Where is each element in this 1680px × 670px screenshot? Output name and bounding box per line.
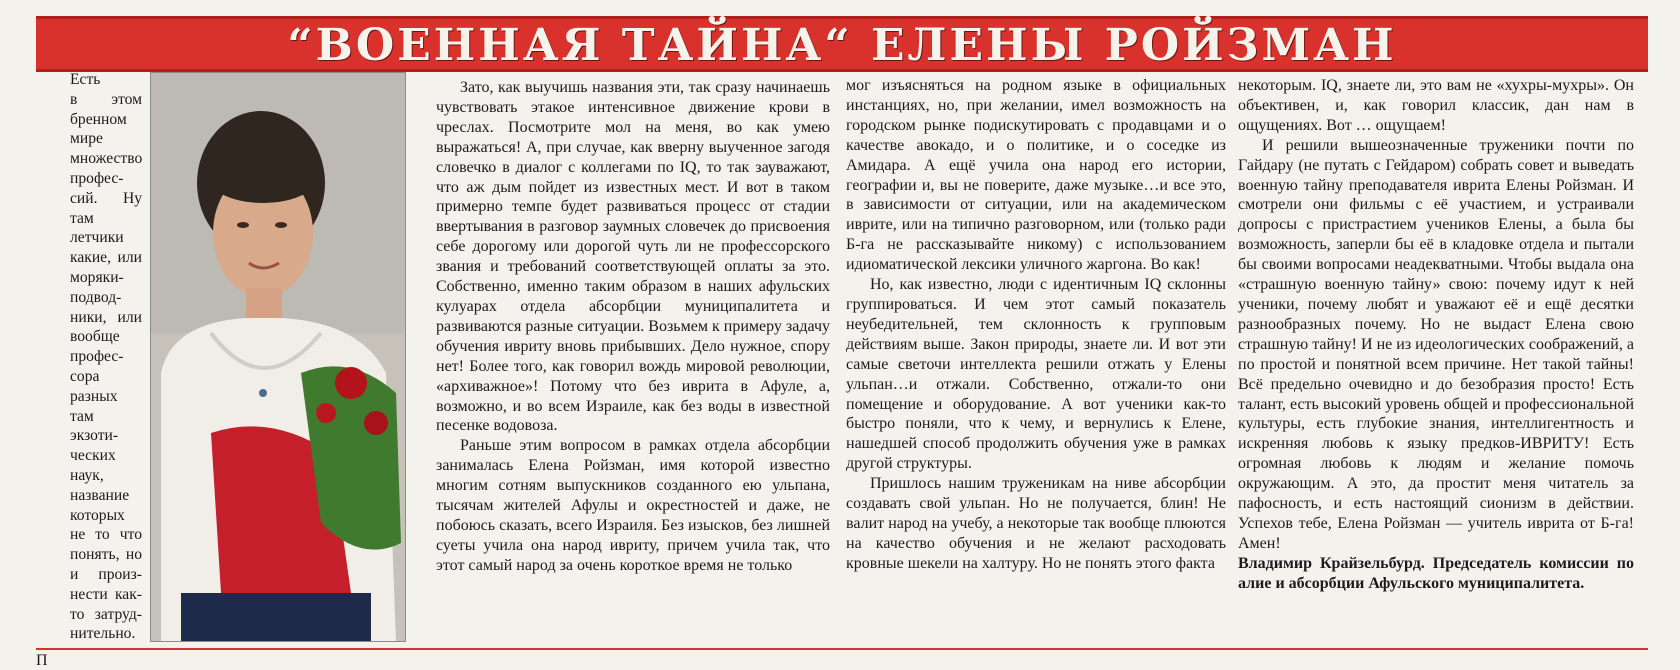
paragraph: некоторым. IQ, знаете ли, это вам не «хухры-мухры». Он объективен, и, как говорил классик, дан нам в ощущениях. Вот … ощущаем! bbox=[1238, 77, 1634, 134]
intro-line: и произ- bbox=[70, 565, 142, 583]
paragraph: Зато, как выучишь названия эти, так сразу начинаешь чувствовать этакое интенсивное движение крови в чреслах. Посмотрите мол на меня, во как умею выражаться! А, при случае, как вверну выученное загодя словечко в диалог с коллегами по IQ, то так зауважают, что аж дым пойдет из известных мест. И вот в таком примерно темпе будет развиваться процесс от стадии ввертывания в разговор заумных словечек до присвоения себе дорогому или дорогой чуть ли не профессорского звания и требований соответствующей оплаты за это. Собственно, именно таким образом в наших афульских кулуарах отдела абсорбции муниципалитета и развиваются разные ситуации. Возьмем к примеру задачу обучения ивриту вновь прибывших. Дело нужное, спору нет! Более того, как говорил вождь мировой революции, «архиважное»! Потому что без иврита в Афуле, а, возможно, и во всем Израиле, как без воды в известной песенке водовоза. bbox=[436, 79, 830, 435]
intro-line: подвод- bbox=[70, 288, 122, 306]
intro-line: там bbox=[70, 407, 94, 425]
headline-banner bbox=[36, 16, 1648, 72]
intro-line: то затруд- bbox=[70, 605, 142, 623]
intro-line: экзоти- bbox=[70, 427, 119, 445]
intro-line: профес- bbox=[70, 169, 124, 187]
intro-line: сора bbox=[70, 367, 100, 385]
intro-line: которых bbox=[70, 506, 125, 524]
intro-line: Есть bbox=[70, 71, 101, 88]
article-column-1 bbox=[436, 78, 830, 576]
intro-line: множество bbox=[70, 150, 143, 168]
intro-line: мире bbox=[70, 130, 103, 148]
intro-line: сий. Ну bbox=[70, 189, 142, 207]
intro-line: какие, или bbox=[70, 249, 142, 267]
article-title: “ВОЕННАЯ ТАЙНА“ ЕЛЕНЫ РОЙЗМАН bbox=[287, 20, 1397, 71]
intro-line: понять, но bbox=[70, 546, 142, 564]
intro-line: разных bbox=[70, 387, 118, 405]
next-article-fragment: П bbox=[36, 652, 48, 669]
intro-column bbox=[70, 70, 142, 644]
intro-line: вообще bbox=[70, 328, 120, 346]
paragraph: мог изъясняться на родном языке в официальных инстанциях, но, при желании, имел возможность на городском рынке подискутировать с продавцами и о качестве авокадо, и о политике, и о соседке из Амидара. А ещё учила она народ его истории, географии и, вы не поверите, даже музыке…и все это, в зависимости от ситуации, или на академическом иврите, или на типично разговорном, или (только ради Б-га не рассказывайте никому) с использованием идиоматической лексики уличного жаргона. Во как! bbox=[846, 77, 1226, 274]
intro-line: летчики bbox=[70, 229, 124, 247]
intro-line: не то что bbox=[70, 526, 142, 544]
woman-with-flowers-image bbox=[151, 73, 405, 641]
intro-line: там bbox=[70, 209, 94, 227]
intro-line: название bbox=[70, 486, 130, 504]
paragraph: Пришлось нашим труженикам на ниве абсорбции создавать свой ульпан. Но не получается, блин! Не валит народ на учебу, а некоторые так вообще плюются на качество обучения и не желают расходовать кровные шекели на халтуру. Но не понять этого факта bbox=[846, 475, 1226, 572]
paragraph: Раньше этим вопросом в рамках отдела абсорбции занималась Елена Ройзман, имя которой известно многим сотням выпускников созданного ею ульпана, тысячам жителей Афулы и окрестностей и даже, не побоюсь сказать, всего Израиля. Без изысков, без лишней суеты учила она народ ивриту, причем учила так, что этот самый народ за очень короткое время не только bbox=[436, 437, 830, 574]
article-column-2 bbox=[846, 76, 1226, 574]
intro-line: в этом bbox=[70, 90, 142, 108]
article-column-3 bbox=[1238, 76, 1634, 594]
intro-line: профес- bbox=[70, 348, 124, 366]
paragraph: Но, как известно, люди с идентичным IQ склонны группироваться. И чем этот самый показатель неубедительней, тем склонность к групповым действиям выше. Закон природы, знаете ли. И вот эти самые светочи интеллекта решили отжать у Елены ульпан…и отжали. Собственно, отжали-то они помещение и оборудование. А вот ученики как-то быстро поняли, что к чему, и вернулись к Елене, нашедшей способ продолжить обучения уже в рамках другой структуры. bbox=[846, 276, 1226, 473]
intro-line: наук, bbox=[70, 466, 104, 484]
intro-line: нести как- bbox=[70, 585, 142, 603]
intro-line: ческих bbox=[70, 447, 116, 465]
portrait-photo bbox=[150, 72, 406, 642]
intro-line: ники, или bbox=[70, 308, 142, 326]
intro-line: нительно. bbox=[70, 625, 136, 643]
bottom-rule bbox=[36, 648, 1648, 650]
intro-line: моряки- bbox=[70, 268, 124, 286]
intro-line: бренном bbox=[70, 110, 127, 128]
paragraph: И решили вышеозначенные труженики почти по Гайдару (не путать с Гейдаром) собрать совет и выведать военную тайну преподавателя иврита Елены Ройзман. И смотрели они фильмы с её участием, и устраивали допросы с пристрастием учеников Елены, а была бы возможность, заперли бы её в кладовке отдела и пытали бы своими вопросами неадекватными. Чтобы выдала она «страшную военную тайну» свою: почему идут к ней ученики, почему любят и уважают её и ещё десятки разнообразных почему. Но не выдаст Елена свою страшную тайну! И не из идеологических соображений, а по простой и понятной всем причине. Нет такой тайны! Всё предельно очевидно и до безобразия просто! Есть талант, есть высокий уровень общей и профессиональной культуры, есть глубокие знания, интеллигентность и искренняя любовь к языку предков-ИВРИТУ! Есть огромная любовь к людям и желание помочь окружающим. А это, да простит меня читатель за пафосность, и есть настоящий сионизм в действии. Успехов тебе, Елена Ройзман — учитель иврита от Б-га! Амен! bbox=[1238, 136, 1634, 552]
author-signature: Владимир Крайзельбурд. Председатель комиссии по алие и абсорбции Афульского муниципалитета. bbox=[1238, 554, 1634, 592]
